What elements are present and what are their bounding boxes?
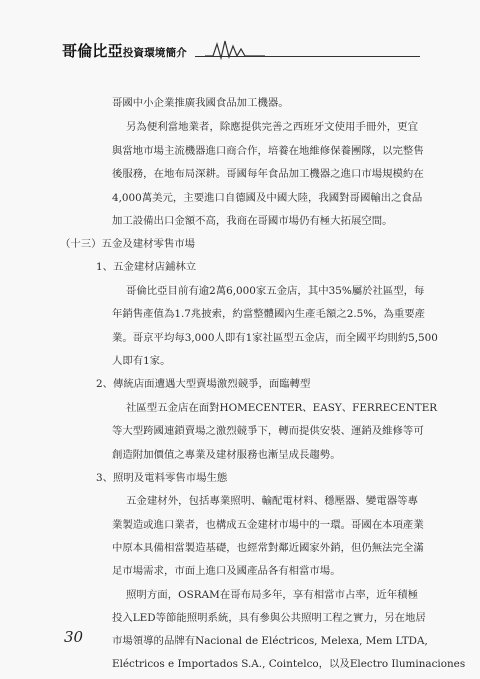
subsection-heading: 1、五金建材店鋪林立 bbox=[96, 261, 197, 273]
body-line: 哥倫比亞目前有逾2萬6,000家五金店，其中35%屬於社區型，每 bbox=[126, 285, 425, 297]
body-line: 業製造或進口業者，也構成五金建材市場中的一環。哥國在本項產業 bbox=[112, 519, 424, 531]
section-heading: （十三）五金及建材零售市場 bbox=[60, 238, 196, 250]
body-line: 哥國中小企業推廣我國食品加工機器。 bbox=[112, 97, 289, 109]
body-line: 人即有1家。 bbox=[112, 355, 171, 367]
running-header-title bbox=[62, 40, 187, 61]
subsection-heading: 2、傳統店面遭遇大型賣場激烈競爭，面臨轉型 bbox=[96, 378, 311, 390]
subsection-heading: 3、照明及電料零售市場生態 bbox=[96, 472, 228, 484]
body-line: 市場領導的品牌有Nacional de Eléctricos, Melexa, Mem LTDA, bbox=[112, 635, 428, 647]
body-line: 年銷售產值為1.7兆披索，約當整體國內生產毛額之2.5%，為重要產 bbox=[112, 308, 426, 320]
header-rule bbox=[195, 56, 420, 57]
body-line: Eléctricos e Importados S.A., Cointelco，以及Electro Iluminaciones bbox=[112, 658, 466, 670]
body-line: 等大型跨國連鎖賣場之激烈競爭下，轉而提供安裝、運銷及維修等可 bbox=[112, 425, 424, 437]
body-line: 與當地市場主流機器進口商合作，培養在地維修保養團隊，以完整售 bbox=[112, 145, 424, 157]
body-line: 五金建材外，包括專業照明、輸配電材料、穩壓器、變電器等專 bbox=[126, 495, 418, 507]
body-line: 加工設備出口金額不高，我商在哥國市場仍有極大拓展空間。 bbox=[112, 215, 393, 227]
body-line: 中原本具備相當製造基礎，也經常對鄰近國家外銷，但仍無法完全滿 bbox=[112, 542, 424, 554]
body-line: 4,000萬美元，主要進口自德國及中國大陸，我國對哥國輸出之食品 bbox=[112, 192, 423, 204]
body-line: 後服務，在地布局深耕。哥國每年食品加工機器之進口市場規模約在 bbox=[112, 168, 424, 180]
page-number: 30 bbox=[64, 628, 84, 646]
body-line: 業。哥京平均每3,000人即有1家社區型五金店，而全國平均則約5,500 bbox=[112, 332, 438, 344]
body-line: 創造附加價值之專業及建材服務也漸呈成長趨勢。 bbox=[112, 449, 341, 461]
body-line: 投入LED等節能照明系統，具有參與公共照明工程之實力，另在地居 bbox=[112, 612, 426, 624]
body-line: 足市場需求，市面上進口及國產品各有相當市場。 bbox=[112, 565, 341, 577]
header-title-main: 哥倫比亞 bbox=[62, 42, 123, 60]
body-line: 照明方面，OSRAM在哥布局多年，享有相當市占率，近年積極 bbox=[126, 589, 418, 601]
body-line: 另為便利當地業者，除應提供完善之西班牙文使用手冊外，更宜 bbox=[126, 121, 418, 133]
header-title-sub: 投資環境簡介 bbox=[122, 47, 188, 59]
body-line: 社區型五金店在面對HOMECENTER、EASY、FERRECENTER bbox=[126, 402, 438, 414]
